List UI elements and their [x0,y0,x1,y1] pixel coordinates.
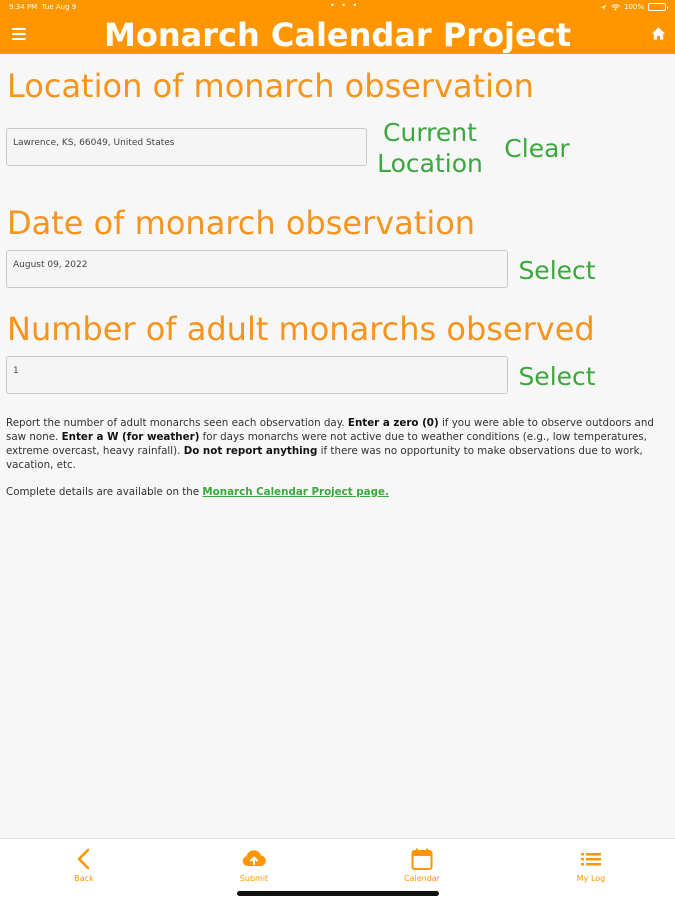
app-title: Monarch Calendar Project [104,16,571,54]
calendar-icon [410,847,434,871]
project-page-link[interactable]: Monarch Calendar Project page. [202,486,389,498]
tab-submit-label: Submit [239,874,269,883]
details-paragraph [6,485,654,499]
current-location-button[interactable] [372,117,488,179]
current-location-label-line2: Location [377,149,483,178]
monarch-count-input[interactable]: 1 [6,356,508,394]
tab-calendar-label: Calendar [404,874,440,883]
location-section-title: Location of monarch observation [7,67,534,105]
details-text: Complete details are available on the [6,486,203,498]
app-header [0,0,675,54]
instructions-bold-weather: Enter a W (for weather) [61,431,200,443]
status-right-group [600,3,666,11]
status-date: Tue Aug 9 [41,3,77,11]
instructions-text: Report the number of adult monarchs seen each observation day. [6,417,348,429]
status-time: 9:34 PM [9,3,38,11]
instructions-text: if there was no opportunity to make observations due to work, vacation, etc. [6,445,643,471]
tab-my-log[interactable] [541,847,641,883]
instructions-bold-no-report: Do not report anything [183,445,318,457]
tab-back[interactable] [34,847,134,883]
home-indicator[interactable] [237,891,439,896]
home-icon[interactable] [651,26,666,41]
multitasking-dots[interactable]: • • • [330,1,360,10]
location-input[interactable]: Lawrence, KS, 66049, United States [6,128,367,166]
date-input[interactable]: August 09, 2022 [6,250,508,288]
instructions-text: for days monarchs were not active due to weather conditions (e.g., low temperatures, extreme overcast, heavy rainfall). [6,431,647,457]
battery-percent: 100% [623,3,644,11]
date-section-title: Date of monarch observation [7,204,476,242]
instructions-text: if you were able to observe outdoors and saw none. [6,417,654,443]
status-time-date [9,3,76,11]
current-location-label-line1: Current [383,118,477,147]
chevron-left-icon [73,847,95,871]
count-section-title: Number of adult monarchs observed [7,310,595,348]
battery-icon [648,3,666,11]
wifi-icon [611,4,620,11]
tab-calendar[interactable] [372,847,472,883]
list-icon [579,847,603,871]
tab-submit[interactable] [204,847,304,883]
instructions-paragraph [6,416,654,472]
instructions-bold-zero: Enter a zero (0) [347,417,439,429]
location-arrow-icon [600,4,607,11]
cloud-upload-icon [240,847,268,871]
select-count-button[interactable]: Select [518,362,596,391]
clear-location-button[interactable]: Clear [504,134,570,163]
select-date-button[interactable]: Select [518,256,596,285]
tab-back-label: Back [74,874,94,883]
tab-my-log-label: My Log [576,874,606,883]
